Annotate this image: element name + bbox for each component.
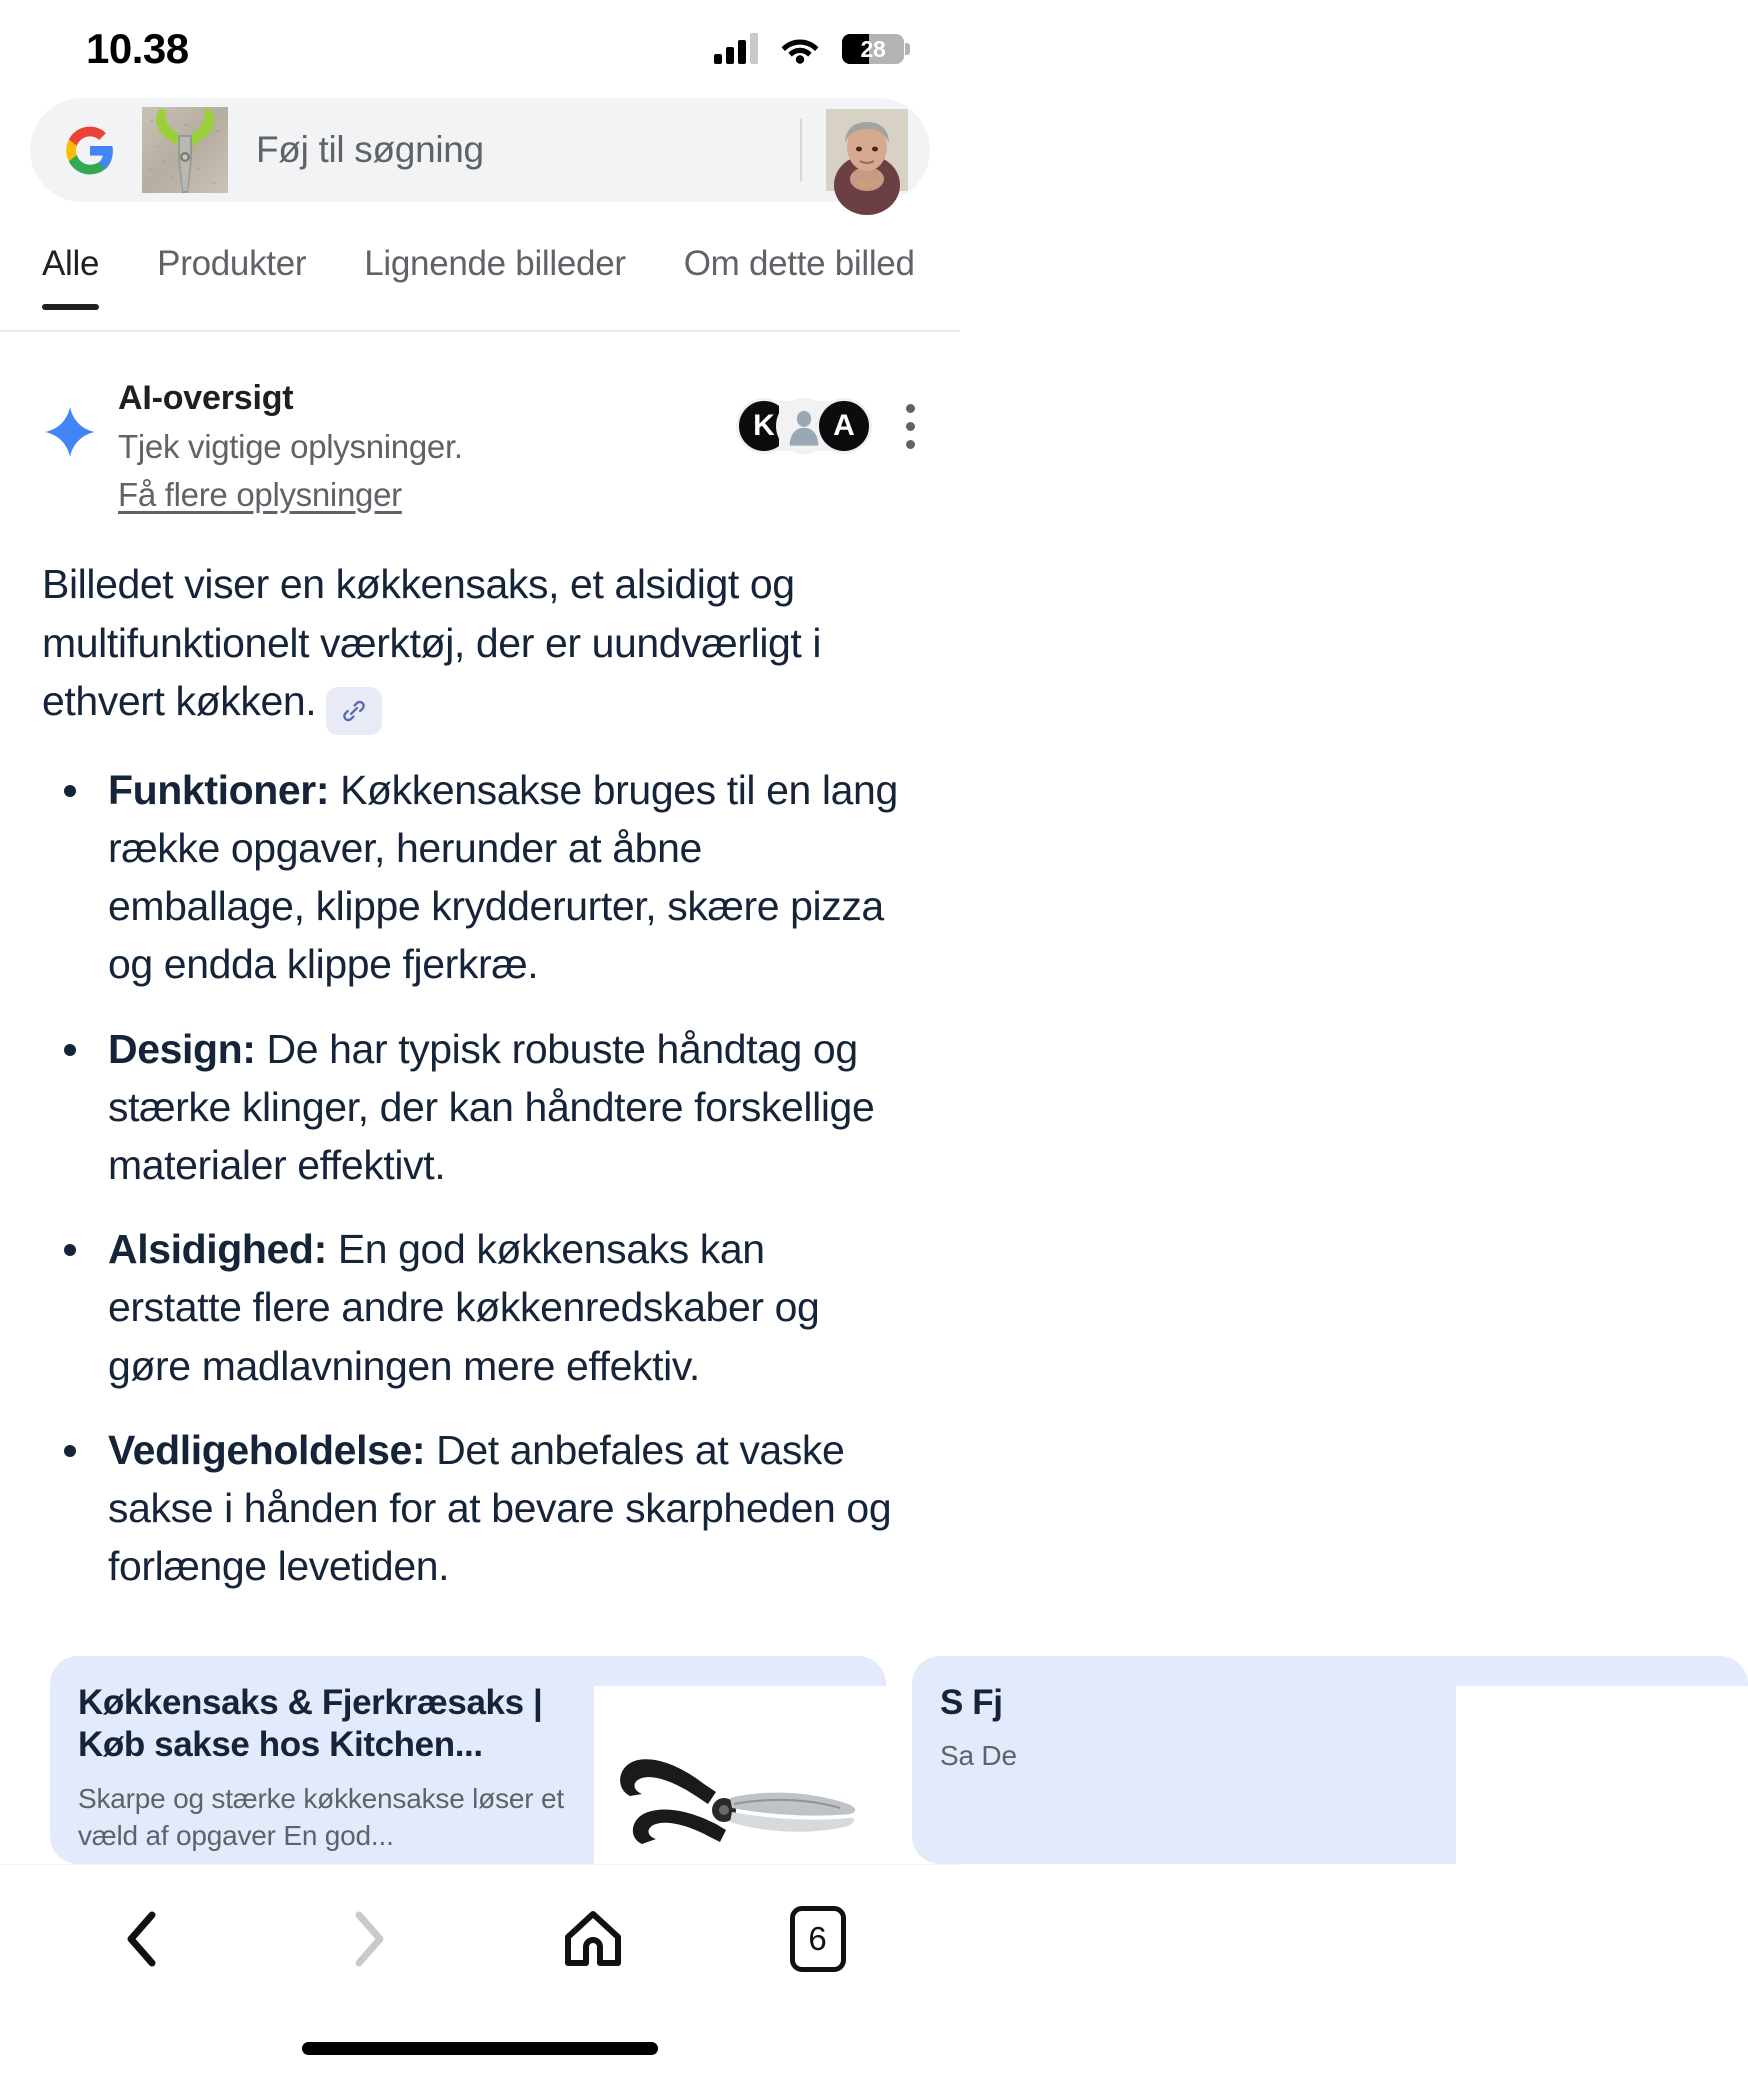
source-card-text [78,1682,574,1864]
status-icons [714,34,904,64]
google-logo [64,124,116,177]
source-favicons[interactable] [736,398,872,454]
bullet-label: Vedligeholdelse: [108,1426,426,1473]
search-input[interactable]: Føj til søgning [256,129,484,170]
ai-overview-header-text [118,378,736,515]
bullet-label: Design: [108,1025,256,1072]
tab-om-dette-billede[interactable]: Om dette billed [683,244,915,283]
scissors-image [1456,1686,1748,1874]
kebab-menu-icon[interactable] [908,404,920,449]
ai-more-info-link[interactable]: Få flere oplysninger [118,476,402,514]
source-card[interactable] [912,1656,1748,1864]
tab-switcher-button[interactable] [758,1894,878,1984]
battery-icon [842,34,904,64]
bullet-text: Køkkensakse bruges til en lang række opgaver, herunder at åbne emballage, klippe krydderurter, skære pizza og endda klippe fjerkræ. [108,766,898,988]
search-bar[interactable] [30,98,930,202]
list-item [42,761,920,994]
source-favicon-k[interactable]: K [736,398,792,454]
link-chip-icon[interactable] [326,687,382,735]
list-item [42,1020,920,1195]
ai-overview-intro-text: Billedet viser en køkkensaks, et alsidigt og multifunktionelt værktøj, der er uundværligt i ethvert køkken. [42,561,822,724]
battery-percent: 28 [860,36,886,62]
source-card-description: Skarpe og stærke køkkensakse løser et væld af opgaver En god... [78,1782,564,1851]
list-item [42,1220,920,1395]
search-divider [800,119,802,181]
bullet-text: En god køkkensaks kan erstatte flere andre køkkenredskaber og gøre madlavningen mere effektiv. [108,1226,820,1389]
wifi-icon [780,34,820,64]
user-avatar[interactable] [826,109,908,191]
ai-overview-bullet-list [42,761,920,1596]
forward-button [308,1894,428,1984]
tab-count-icon: 6 [790,1906,846,1972]
source-card-description: Sa De [940,1740,1017,1772]
black-kitchen-shears-image [594,1686,886,1874]
source-card[interactable] [50,1656,886,1864]
bullet-text: Det anbefales at vaske sakse i hånden for at bevare skarpheden og forlænge levetiden. [108,1426,892,1590]
ai-overview-subtitle: Tjek vigtige oplysninger. [118,427,463,465]
ai-overview-header [40,378,920,515]
browser-bottom-nav [0,1864,960,2014]
ai-overview-header-right [736,398,920,454]
bullet-label: Alsidighed: [108,1226,327,1273]
search-bar-container [0,98,960,202]
back-button[interactable] [83,1894,203,1984]
source-card-text [940,1682,1436,1864]
source-cards-carousel[interactable] [40,1656,1017,1864]
tab-bar [0,244,960,332]
ai-overview-section [0,332,1017,1864]
bullet-label: Funktioner: [108,766,330,813]
cellular-signal-icon [714,34,758,64]
tab-alle[interactable]: Alle [42,244,99,310]
tab-lignende-billeder[interactable]: Lignende billeder [364,244,626,283]
home-indicator[interactable] [302,2042,658,2055]
status-bar [0,0,960,98]
source-card-title: Køkkensaks & Fjerkræsaks | Køb sakse hos Kitchen... [78,1682,543,1765]
source-card-title: S Fj [940,1682,1003,1722]
list-item [42,1421,920,1596]
source-favicon-a[interactable]: A [816,398,872,454]
ai-sparkle-icon [44,406,96,458]
scissors-thumbnail[interactable] [142,107,228,193]
ai-overview-body [40,555,920,1595]
bullet-text: De har typisk robuste håndtag og stærke klinger, der kan håndtere forskellige materialer effektivt. [108,1025,875,1189]
tab-produkter[interactable]: Produkter [157,244,307,283]
home-indicator-area [0,2014,960,2084]
ai-overview-title: AI-oversigt [118,379,294,417]
ai-overview-intro-paragraph [42,555,920,734]
status-time: 10.38 [86,25,189,72]
home-button[interactable] [533,1894,653,1984]
